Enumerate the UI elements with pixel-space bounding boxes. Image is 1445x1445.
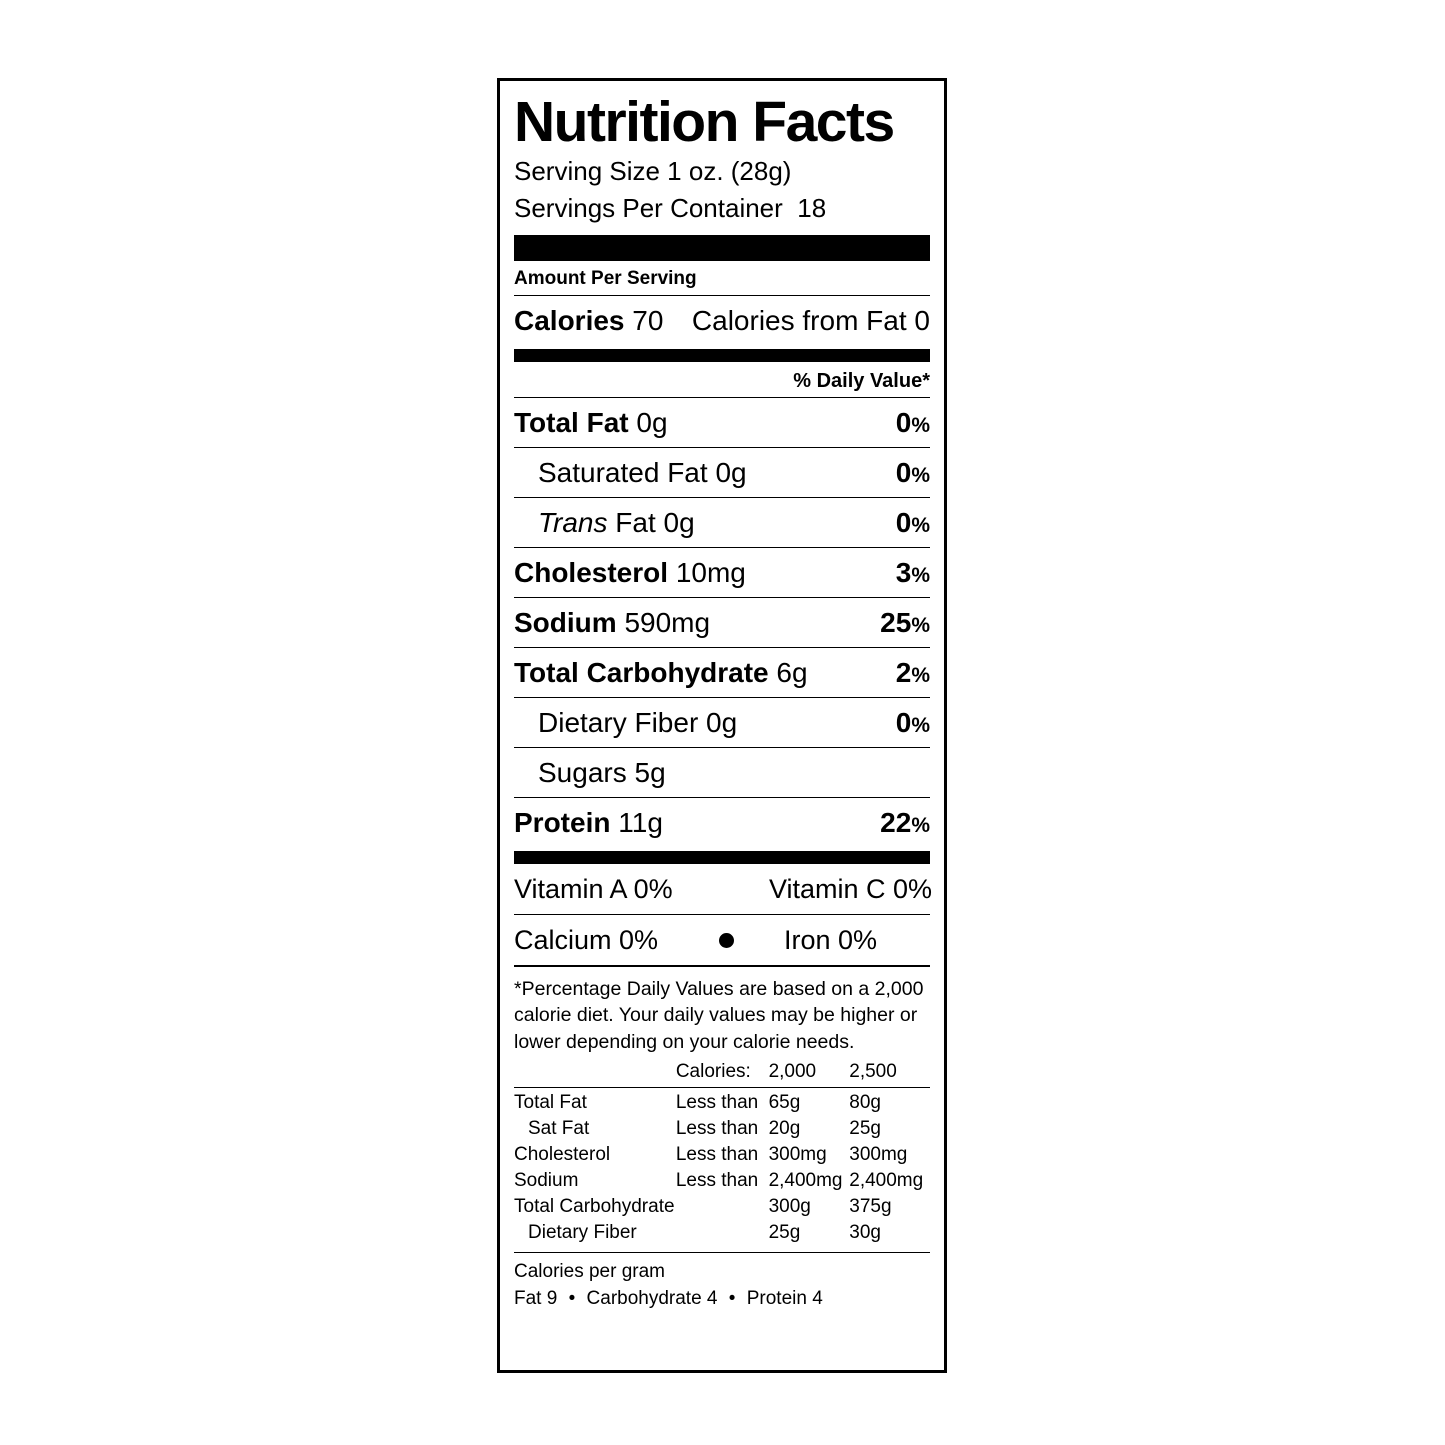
row-value-2500: 30g	[849, 1221, 881, 1243]
row-value-2500: 2,400mg	[849, 1169, 924, 1191]
table-row	[514, 1142, 930, 1168]
servings-per-container: Servings Per Container 18	[514, 193, 827, 224]
row-name: Dietary Fiber	[528, 1221, 637, 1243]
percent-sign: %	[911, 663, 930, 687]
calcium-value: Calcium 0%	[514, 924, 659, 955]
row-value-2000: 20g	[768, 1117, 801, 1139]
nutrient-row	[514, 598, 930, 647]
vitamin-row	[514, 915, 930, 965]
table-row	[514, 1168, 930, 1194]
divider-medium	[514, 349, 930, 362]
nutrient-dv: 0	[895, 506, 912, 538]
nutrient-dv: 0	[895, 706, 912, 738]
nutrient-amount: 590mg	[624, 606, 711, 638]
calories-per-gram-values	[514, 1285, 930, 1313]
row-value-2500: 80g	[849, 1087, 930, 1116]
calories-per-gram-block	[514, 1253, 930, 1313]
row-name: Sodium	[514, 1169, 579, 1191]
nutrient-dv: 3	[895, 556, 912, 588]
percent-sign: %	[911, 613, 930, 637]
nutrient-name: Total Carbohydrate	[514, 656, 769, 688]
row-value-2000: 300g	[768, 1195, 811, 1217]
bullet-separator-icon: •	[728, 1288, 736, 1310]
table-header-row	[514, 1059, 930, 1088]
nutrient-name: Saturated Fat	[538, 456, 708, 488]
daily-value-header: % Daily Value*	[793, 369, 930, 392]
divider-thick-top	[514, 235, 930, 261]
percent-sign: %	[911, 463, 930, 487]
row-name: Sat Fat	[528, 1117, 590, 1139]
row-name: Total Carbohydrate	[514, 1195, 675, 1217]
nutrient-dv: 2	[895, 656, 912, 688]
nutrient-row	[514, 398, 930, 447]
row-value-2000: 2,400mg	[768, 1169, 843, 1191]
vitamin-row	[514, 864, 933, 914]
nutrient-name: Sugars	[538, 756, 627, 788]
daily-values-table	[514, 1059, 930, 1246]
divider-medium-bottom	[514, 851, 930, 864]
nutrient-row	[514, 548, 930, 597]
nutrient-dv: 0	[895, 406, 912, 438]
nutrient-name: Total Fat	[514, 406, 629, 438]
serving-size: Serving Size 1 oz. (28g)	[514, 156, 792, 187]
nutrient-amount: 11g	[618, 806, 663, 838]
header-2500: 2,500	[849, 1060, 897, 1082]
nutrition-facts-label	[497, 78, 947, 1373]
header-calories: Calories:	[675, 1060, 751, 1082]
row-qualifier: Less than	[676, 1087, 769, 1116]
row-value-2000: 65g	[769, 1087, 850, 1116]
nutrient-name: Sodium	[514, 606, 617, 638]
calories-per-gram-title: Calories per gram	[514, 1260, 665, 1282]
nutrient-dv: 22	[880, 806, 912, 838]
nutrient-amount: 0g	[636, 406, 668, 438]
row-name: Total Fat	[514, 1087, 676, 1116]
row-qualifier: Less than	[675, 1143, 759, 1165]
row-value-2000: 25g	[768, 1221, 801, 1243]
header-blank	[514, 1059, 676, 1088]
amount-per-serving-label: Amount Per Serving	[514, 267, 697, 289]
nutrient-row	[514, 448, 930, 497]
percent-sign: %	[911, 813, 930, 837]
nutrient-row	[514, 498, 930, 547]
nutrient-amount: 6g	[776, 656, 808, 688]
calories-from-fat: Calories from Fat 0	[691, 304, 930, 336]
nutrient-row	[514, 648, 930, 697]
cpg-protein: Protein 4	[746, 1288, 823, 1310]
row-value-2500: 300mg	[849, 1143, 908, 1165]
nutrient-name: Protein	[514, 806, 611, 838]
nutrient-row	[514, 748, 930, 797]
bullet-dot-icon	[719, 933, 734, 948]
percent-sign: %	[911, 413, 930, 437]
row-value-2500: 375g	[849, 1195, 892, 1217]
nutrient-amount: 0g	[715, 456, 747, 488]
percent-sign: %	[911, 713, 930, 737]
nutrient-dv: 0	[895, 456, 912, 488]
nutrient-name: Cholesterol	[514, 556, 669, 588]
table-row	[514, 1116, 930, 1142]
nutrient-amount: 0g	[706, 706, 738, 738]
nutrient-amount: Fat 0g	[615, 506, 695, 538]
row-name: Cholesterol	[514, 1143, 611, 1165]
row-qualifier	[676, 1194, 769, 1220]
nutrient-row	[514, 698, 930, 747]
cpg-fat: Fat 9	[514, 1288, 558, 1310]
header-2000: 2,000	[768, 1060, 817, 1082]
vitamin-c-value: Vitamin C 0%	[769, 873, 933, 904]
table-row	[514, 1220, 930, 1246]
nutrient-name-trans: Trans	[538, 506, 608, 538]
nutrient-name: Dietary Fiber	[538, 706, 699, 738]
nutrient-dv: 25	[880, 606, 912, 638]
calories-row	[514, 296, 930, 345]
calories-value: 70	[632, 304, 664, 336]
row-qualifier	[676, 1220, 769, 1246]
percent-sign: %	[911, 513, 930, 537]
page-title: Nutrition Facts	[514, 90, 894, 154]
nutrient-amount: 10mg	[675, 556, 746, 588]
cpg-carbohydrate: Carbohydrate 4	[586, 1288, 718, 1310]
row-value-2500: 25g	[849, 1117, 881, 1139]
calories-label: Calories	[514, 304, 625, 336]
table-row	[514, 1194, 930, 1220]
bullet-separator-icon: •	[568, 1288, 576, 1310]
row-qualifier: Less than	[675, 1169, 759, 1191]
daily-value-footnote: *Percentage Daily Values are based on a 2,000 calorie diet. Your daily values may be higher or lower depending on your calorie needs.	[514, 977, 924, 1053]
nutrient-row	[514, 798, 930, 847]
percent-sign: %	[911, 563, 930, 587]
nutrient-amount: 5g	[634, 756, 666, 788]
iron-value: Iron 0%	[784, 924, 878, 955]
row-qualifier: Less than	[675, 1117, 759, 1139]
vitamin-a-value: Vitamin A 0%	[514, 873, 673, 904]
row-value-2000: 300mg	[768, 1143, 827, 1165]
table-row	[514, 1087, 930, 1116]
